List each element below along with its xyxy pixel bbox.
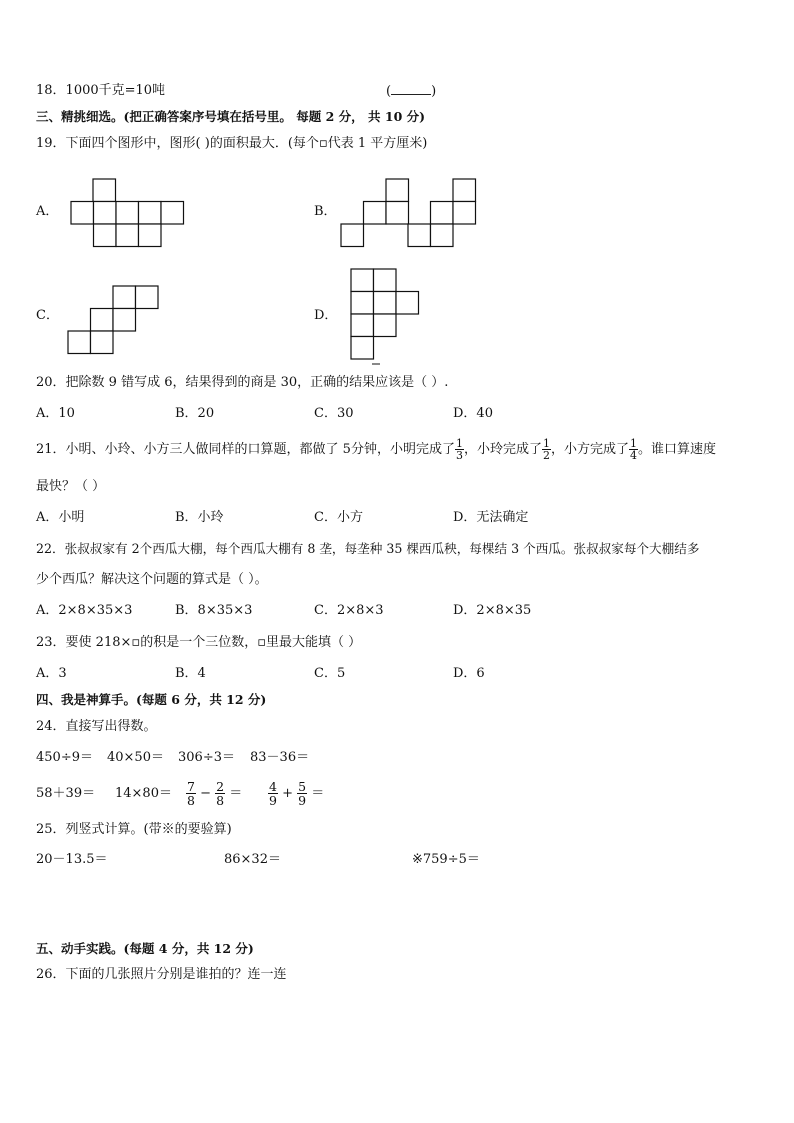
q19-label-d: D．: [314, 308, 338, 323]
equals-sign: ＝: [229, 786, 243, 801]
q26-text: 26．下面的几张照片分别是谁拍的？连一连: [36, 967, 287, 982]
q21-part3: ，小方完成了: [550, 442, 629, 457]
equals-sign: ＝: [311, 786, 325, 801]
frac1-den: 3: [455, 449, 463, 462]
fraction-5-9: [297, 780, 307, 807]
q21-option-a[interactable]: A．小明: [36, 510, 85, 525]
q19-label-b: B．: [314, 204, 337, 219]
frac-num: 2: [216, 779, 225, 794]
q24-item-2: 40×50＝: [107, 750, 164, 765]
paren-open: (: [386, 84, 392, 99]
q25-item-2: 86×32＝: [224, 852, 281, 867]
section3-title: 三、精挑细选。(把正确答案序号填在括号里。 每题 2 分， 共 10 分): [36, 109, 426, 124]
figure-a: [70, 178, 186, 248]
q22-option-b[interactable]: B．8×35×3: [175, 603, 253, 618]
q24-fraction-expr-2: [268, 774, 324, 814]
frac3-den: 4: [629, 449, 637, 462]
q23-text: 23．要使 218×▫的积是一个三位数，▫里最大能填（ ）: [36, 635, 362, 650]
q20-option-c[interactable]: C．30: [314, 406, 354, 421]
frac-den: 9: [269, 793, 277, 808]
figure-d: [350, 268, 422, 366]
q19-label-a: A．: [36, 204, 59, 219]
q20-option-b[interactable]: B．20: [175, 406, 215, 421]
q21-option-b[interactable]: B．小玲: [175, 510, 224, 525]
q20-option-a[interactable]: A．10: [36, 406, 75, 421]
frac-den: 8: [187, 793, 195, 808]
q24-item-5: 58＋39＝: [36, 786, 96, 801]
q23-option-a[interactable]: A．3: [36, 666, 67, 681]
q24-text: 24．直接写出得数。: [36, 719, 157, 734]
frac-den: 9: [298, 793, 307, 808]
frac2-num: 1: [542, 437, 550, 450]
q18-answer-blank[interactable]: [386, 82, 436, 101]
answer-line: [391, 82, 431, 95]
q22-option-d[interactable]: D．2×8×35: [453, 603, 532, 618]
paren-close: ): [431, 84, 437, 99]
frac2-den: 2: [542, 449, 550, 462]
frac1-num: 1: [455, 437, 463, 450]
fraction-one-quarter: [629, 438, 638, 461]
q19-text: 19．下面四个图形中，图形( )的面积最大．(每个▫代表 1 平方厘米): [36, 136, 428, 151]
frac-num: 4: [269, 779, 277, 794]
q18-text: 18．1000千克=10吨: [36, 83, 166, 98]
q24-fraction-expr-1: [186, 774, 242, 814]
minus-sign: −: [200, 786, 211, 801]
section5-title: 五、动手实践。(每题 4 分，共 12 分): [36, 941, 254, 956]
frac-num: 7: [187, 779, 195, 794]
q22-line2: 少个西瓜？解决这个问题的算式是（ ）。: [36, 572, 268, 587]
q20-option-d[interactable]: D．40: [453, 406, 493, 421]
q24-item-1: 450÷9＝: [36, 750, 93, 765]
fraction-one-half: [542, 438, 551, 461]
figure-c: [67, 285, 161, 355]
q21-part4: 。谁口算速度: [637, 442, 716, 457]
q25-item-3: ※759÷5＝: [412, 852, 480, 867]
plus-sign: +: [282, 786, 293, 801]
q24-item-3: 306÷3＝: [178, 750, 235, 765]
q19-label-c: C．: [36, 308, 59, 323]
q24-item-4: 83－36＝: [250, 750, 310, 765]
fraction-2-8: [215, 780, 225, 807]
q25-text: 25．列竖式计算。(带※的要验算): [36, 822, 232, 837]
q21-line2: 最快？（ ）: [36, 479, 106, 494]
q21-option-c[interactable]: C．小方: [314, 510, 363, 525]
fraction-7-8: [186, 780, 196, 807]
q22-option-c[interactable]: C．2×8×3: [314, 603, 384, 618]
q25-item-1: 20－13.5＝: [36, 852, 108, 867]
frac-den: 8: [216, 793, 225, 808]
q22-option-a[interactable]: A．2×8×35×3: [36, 603, 133, 618]
fraction-4-9: [268, 780, 278, 807]
q23-option-c[interactable]: C．5: [314, 666, 346, 681]
q23-option-b[interactable]: B．4: [175, 666, 206, 681]
q20-text: 20．把除数 9 错写成 6，结果得到的商是 30，正确的结果应该是（ ）.: [36, 375, 449, 390]
q23-option-d[interactable]: D．6: [453, 666, 485, 681]
q21-line1: [36, 436, 716, 464]
q24-item-6: 14×80＝: [115, 786, 172, 801]
frac-num: 5: [298, 779, 307, 794]
fraction-one-third: [455, 438, 464, 461]
frac3-num: 1: [629, 437, 637, 450]
q22-line1: 22．张叔叔家有 2个西瓜大棚，每个西瓜大棚有 8 垄，每垄种 35 棵西瓜秧，每棵结 3 个西瓜。张叔叔家每个大棚结多: [36, 541, 700, 556]
section4-title: 四、我是神算手。(每题 6 分，共 12 分): [36, 692, 267, 707]
q21-part2: ，小玲完成了: [463, 442, 542, 457]
figure-b: [340, 178, 478, 248]
q21-part1: 21．小明、小玲、小方三人做同样的口算题，都做了 5分钟，小明完成了: [36, 442, 455, 457]
q21-option-d[interactable]: D．无法确定: [453, 510, 529, 525]
